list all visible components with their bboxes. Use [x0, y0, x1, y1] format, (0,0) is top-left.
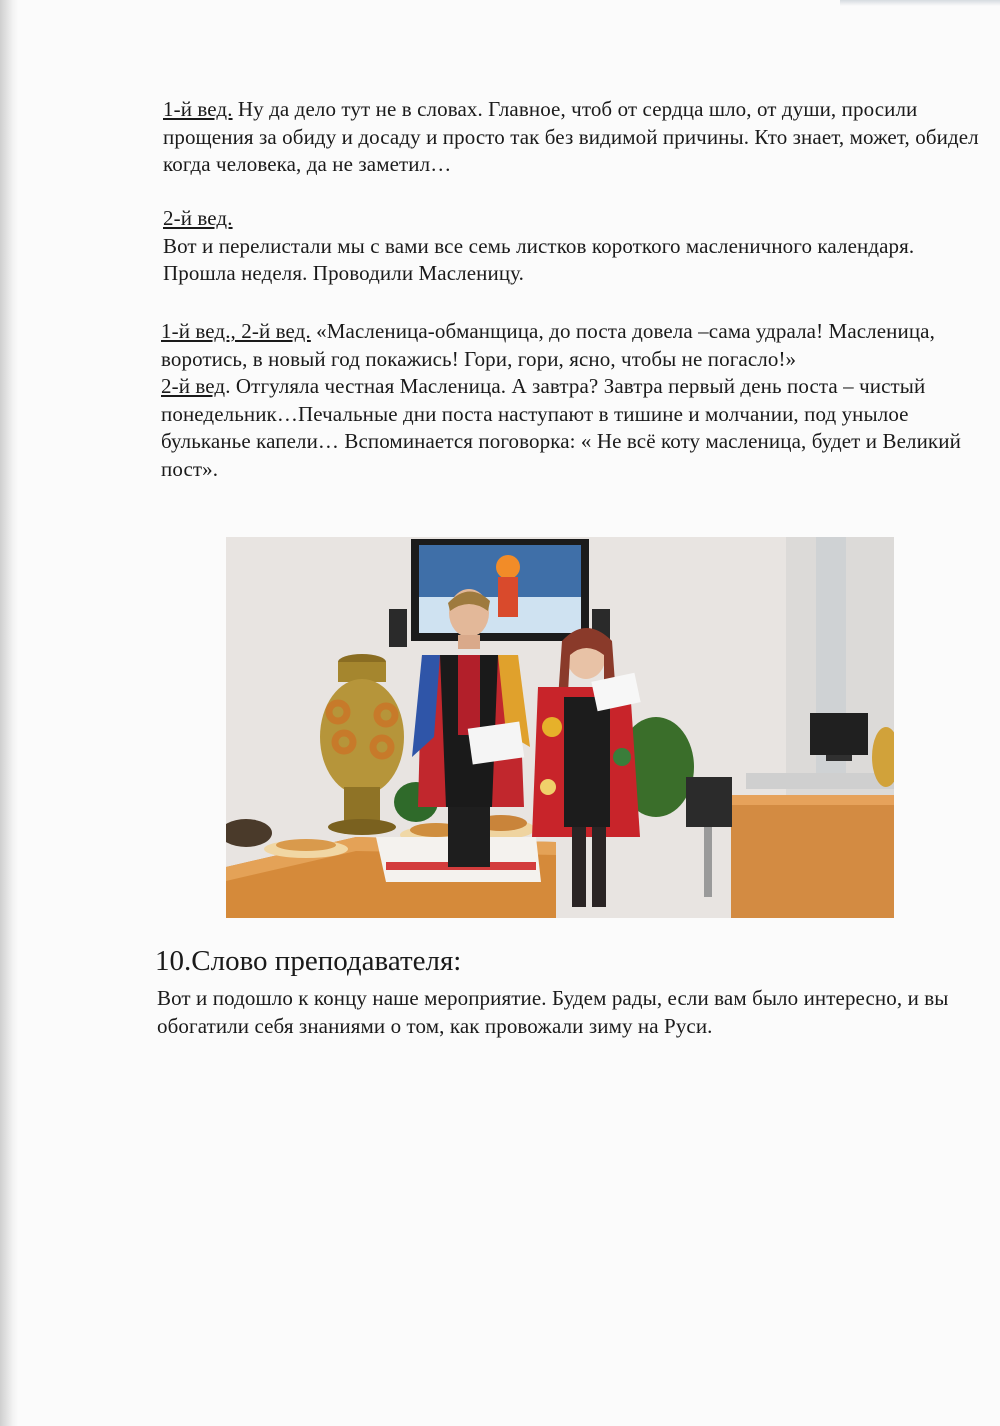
speaker-label: 2-й вед.	[163, 206, 233, 230]
speaker-label: 1-й вед., 2-й вед.	[161, 319, 311, 343]
paragraph-text: «Масленица-обманщица, до поста довела –сама удрала! Масленица, воротись, в новый год покажись! Гори, гори, ясно, чтобы не погасло!»	[161, 319, 935, 371]
paragraph-both-hosts	[161, 318, 981, 483]
speaker-label: 1-й вед.	[163, 97, 233, 121]
scan-left-edge	[0, 0, 18, 1426]
section-heading: 10.Слово преподавателя:	[155, 945, 462, 977]
paragraph-text: . Отгуляла честная Масленица. А завтра? Завтра первый день поста – чистый понедельник…Печальные дни поста наступают в тишине и молчании, под унылое бульканье капели… Вспоминается поговорка: « Не всё коту масленица, будет и Великий пост».	[161, 374, 961, 481]
event-photo	[226, 537, 894, 918]
paragraph-text: Ну да дело тут не в словах. Главное, чтоб от сердца шло, от души, просили прощения за обиду и досаду и просто так без видимой причины. Кто знает, может, обидел когда человека, да не заметил…	[163, 97, 979, 176]
paragraph-host1	[163, 96, 983, 179]
speaker-label: 2-й вед	[161, 374, 226, 398]
paragraph-text: Вот и перелистали мы с вами все семь листков короткого масленичного календаря. Прошла неделя. Проводили Масленицу.	[163, 233, 915, 285]
scan-top-edge	[840, 0, 1000, 6]
closing-paragraph	[157, 985, 987, 1040]
paragraph-text: Вот и подошло к концу наше мероприятие. Будем рады, если вам было интересно, и вы обогатили себя знаниями о том, как провожали зиму на Руси.	[157, 986, 949, 1038]
paragraph-host2	[163, 205, 963, 288]
